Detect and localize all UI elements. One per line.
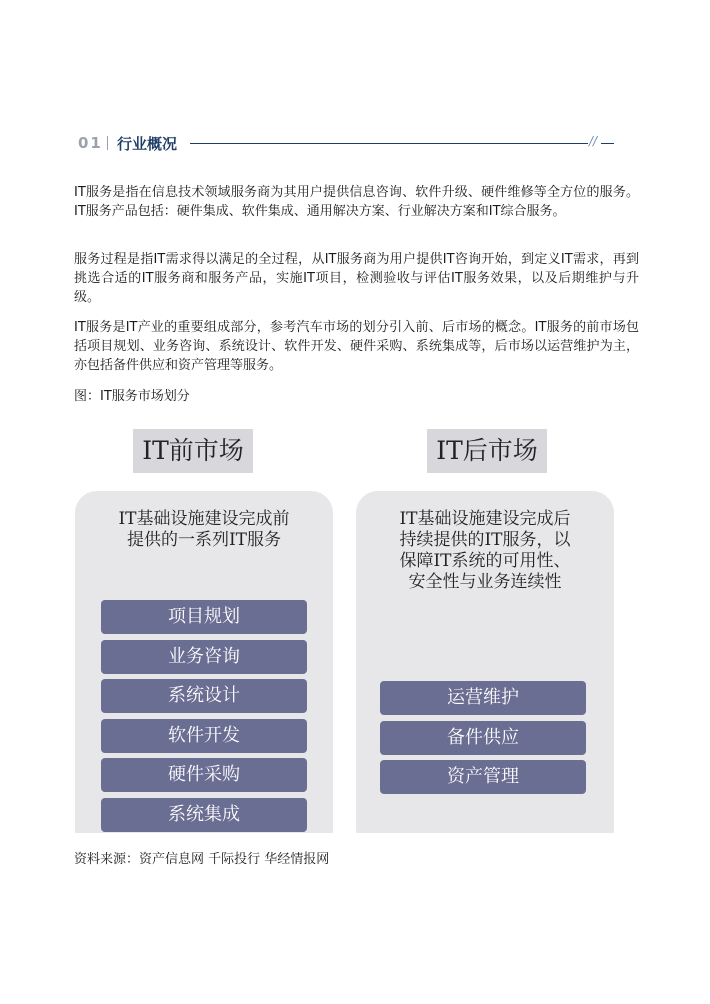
back-desc-line: 保障IT系统的可用性、 [399,551,571,571]
back-market-description [366,509,604,593]
back-item: 运营维护 [380,681,586,715]
section-title: 行业概况 [117,135,178,153]
section-separator [107,136,108,150]
section-number: 01 [78,134,103,152]
back-desc-line: IT基础设施建设完成后 [399,509,571,529]
back-market-title: IT后市场 [427,429,547,473]
front-item: 项目规划 [101,600,307,634]
section-header [78,133,618,155]
back-desc-line: 安全性与业务连续性 [408,572,562,592]
front-item: 系统设计 [101,679,307,713]
paragraph-definition: IT服务是指在信息技术领域服务商为其用户提供信息咨询、软件升级、硬件维修等全方位的服务。IT服务产品包括：硬件集成、软件集成、通用解决方案、行业解决方案和IT综合服务。 [74,185,639,219]
market-division-figure [75,420,616,833]
front-desc-line: IT基础设施建设完成前 [118,509,290,529]
section-rule [190,143,588,144]
front-item: 软件开发 [101,719,307,753]
figure-caption: 图：IT服务市场划分 [74,389,190,404]
back-market-items [380,681,586,800]
front-market-title: IT前市场 [133,429,253,473]
front-market-description [85,509,323,551]
front-desc-line: 提供的一系列IT服务 [126,530,282,550]
back-item: 资产管理 [380,760,586,794]
front-market-panel [75,491,333,833]
front-item: 业务咨询 [101,640,307,674]
paragraph-process: 服务过程是指IT需求得以满足的全过程，从IT服务商为用户提供IT咨询开始，到定义IT需求，再到挑选合适的IT服务商和服务产品，实施IT项目，检测验收与评估IT服务效果，以及后期维护与升级。 [74,252,639,305]
front-item: 硬件采购 [101,758,307,792]
back-market-panel [356,491,614,833]
paragraph-market: IT服务是IT产业的重要组成部分，参考汽车市场的划分引入前、后市场的概念。IT服务的前市场包括项目规划、业务咨询、系统设计、软件开发、硬件采购、系统集成等，后市场以运营维护为主，亦包括备件供应和资产管理等服务。 [74,320,639,373]
source-note: 资料来源：资产信息网 千际投行 华经情报网 [74,852,330,867]
back-desc-line: 持续提供的IT服务，以 [399,530,571,550]
section-rule-end [601,143,614,144]
front-item: 系统集成 [101,798,307,832]
section-rule-slash: // [589,134,598,148]
front-market-items [101,600,307,833]
back-item: 备件供应 [380,721,586,755]
